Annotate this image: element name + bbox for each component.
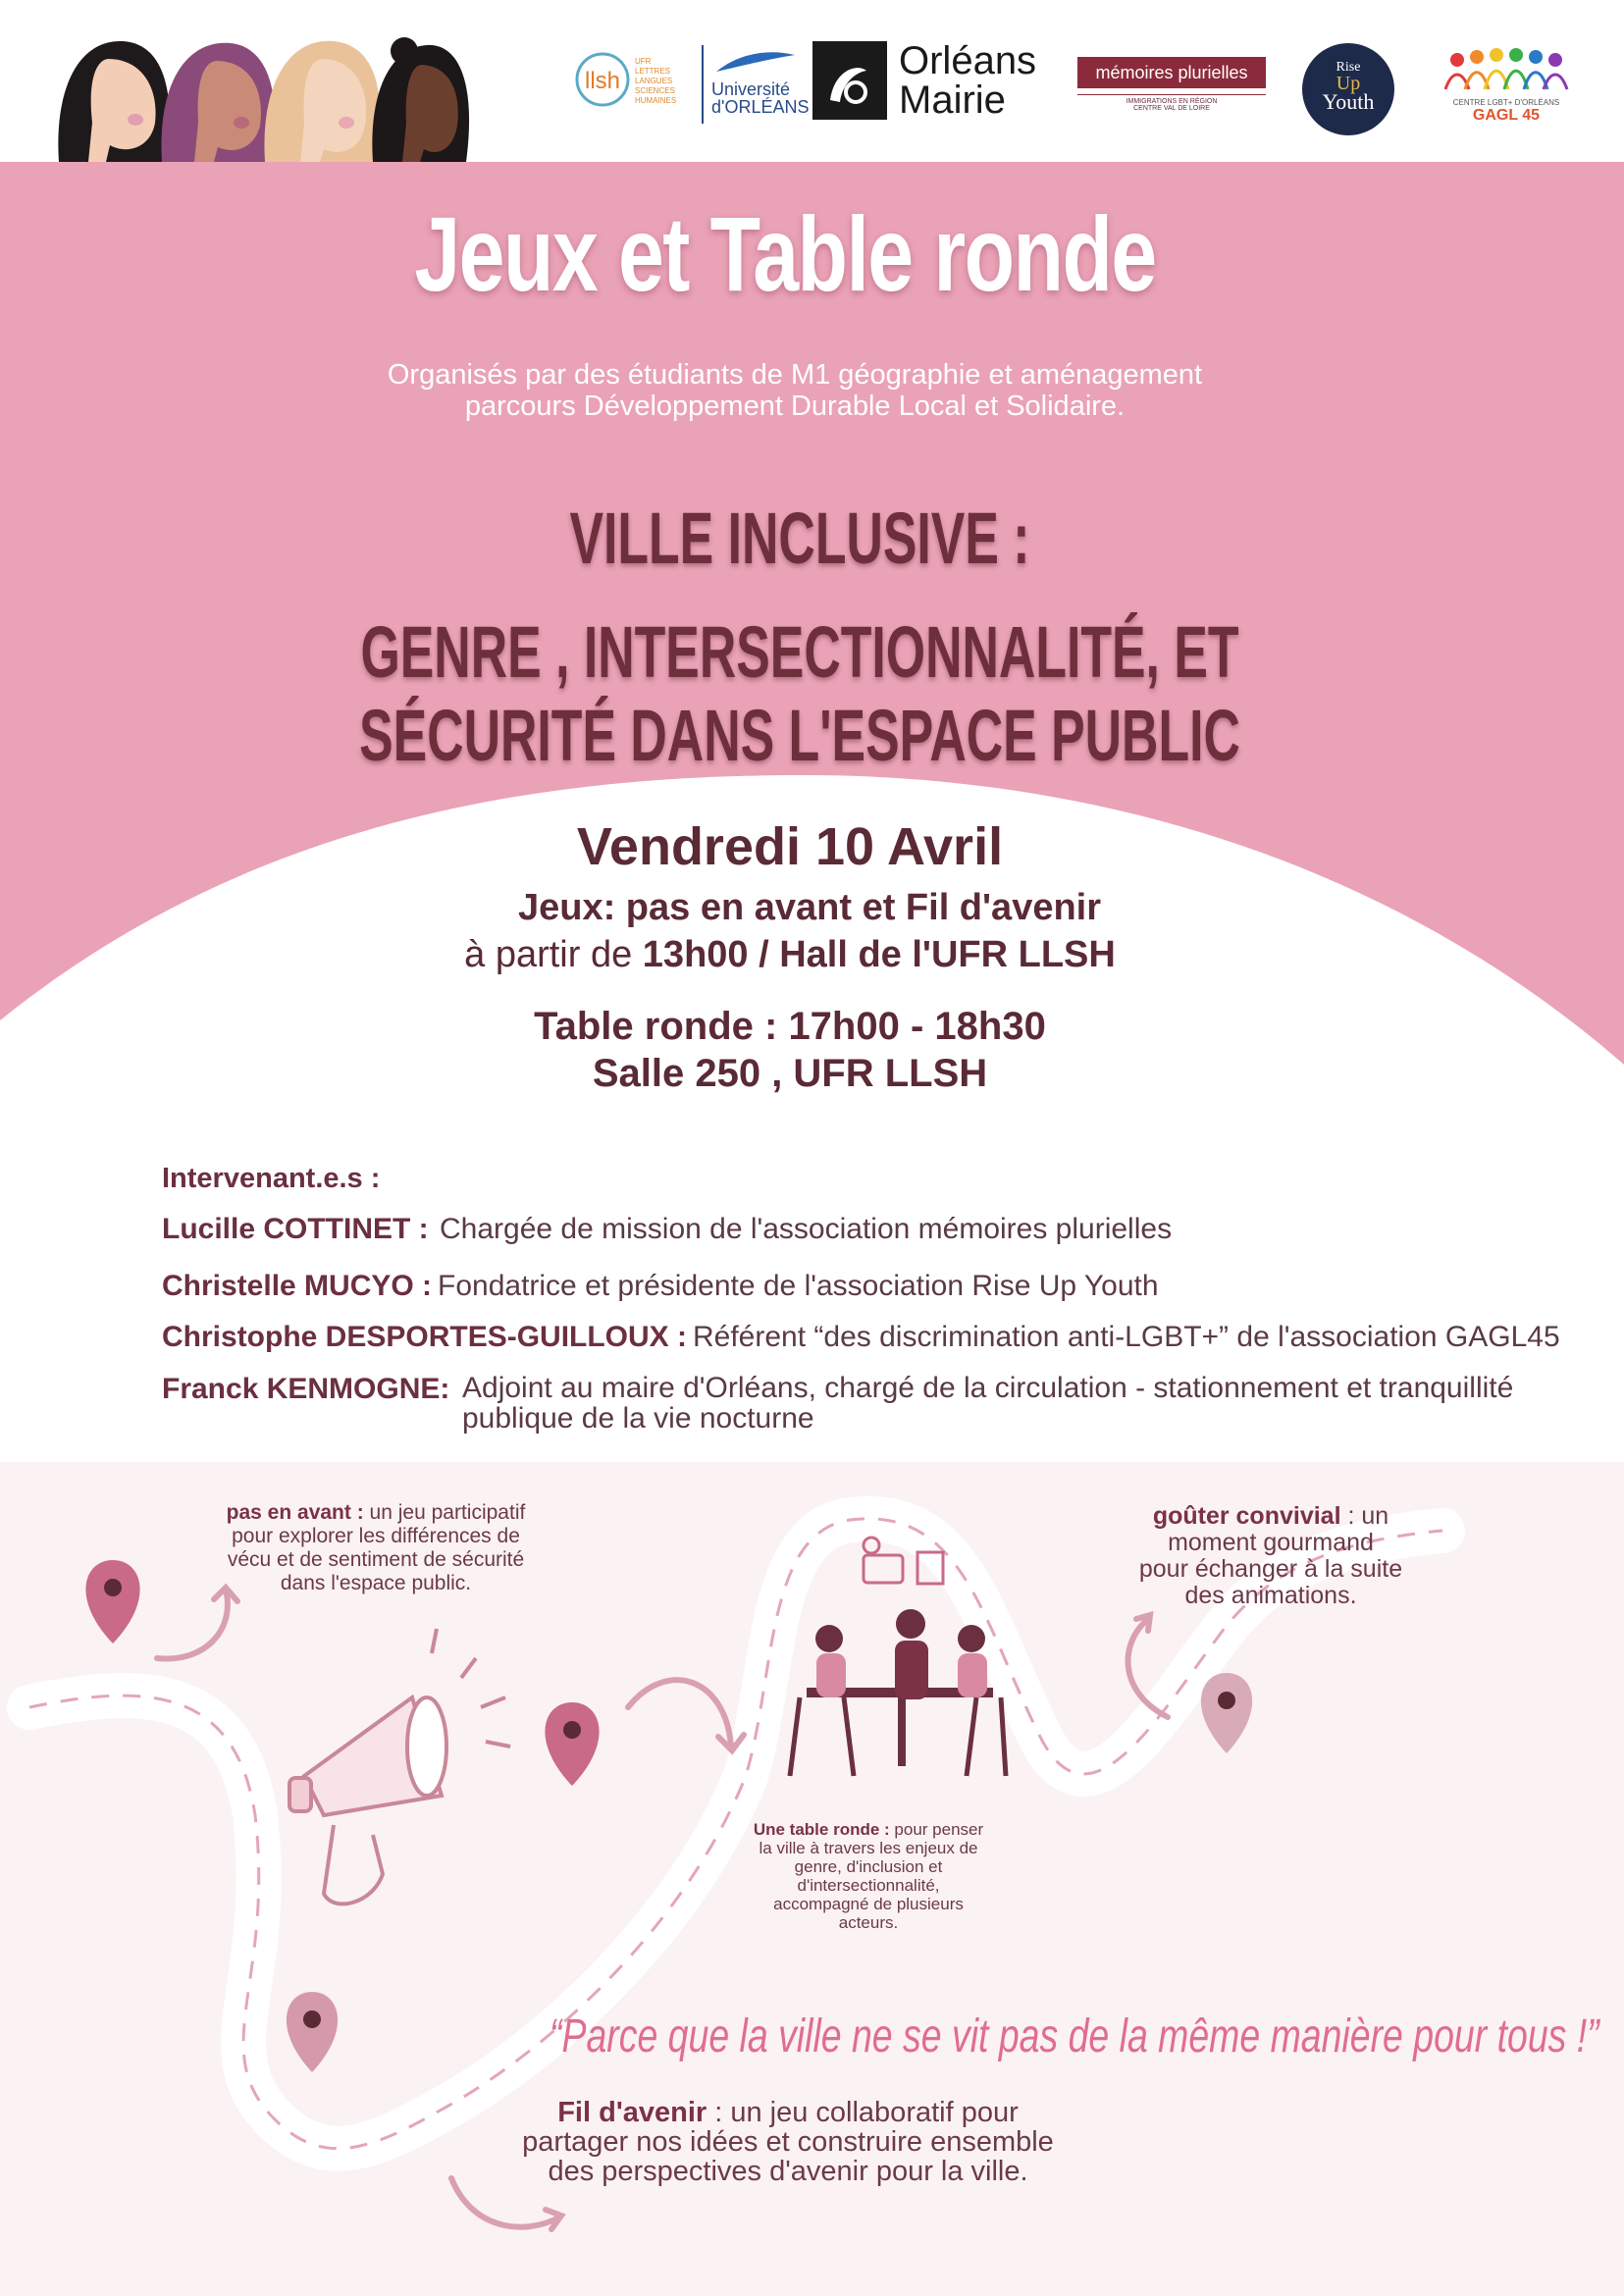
subtitle-line-1: Organisés par des étudiants de M1 géographie et aménagement: [387, 359, 1203, 391]
note-gouter: [1119, 1503, 1423, 1609]
map-pin-icon: [1201, 1673, 1252, 1753]
llsh-line: LANGUES: [635, 77, 673, 85]
note-text: dans l'espace public.: [280, 1572, 472, 1594]
note-text: d'intersectionnalité,: [797, 1876, 940, 1895]
page-title: Jeux et Table ronde: [414, 194, 1156, 313]
event-games: Jeux: pas en avant et Fil d'avenir: [517, 887, 1102, 928]
llsh-line: LETTRES: [635, 67, 671, 76]
llsh-line: UFR: [635, 57, 652, 66]
riseup-line: Up: [1336, 73, 1361, 94]
map-pin-icon: [85, 1560, 139, 1644]
note-fil-avenir: [479, 2098, 1097, 2186]
note-text: : un jeu collaboratif pour: [707, 2097, 1019, 2128]
llsh-line: HUMAINES: [635, 96, 677, 105]
map-pin-icon: [287, 1992, 338, 2072]
speaker-name: Lucille COTTINET :: [162, 1213, 429, 1245]
speaker-role: Fondatrice et présidente de l'association Rise Up Youth: [438, 1270, 1159, 1302]
event-room: Salle 250 , UFR LLSH: [592, 1052, 988, 1095]
theme-line-1: VILLE INCLUSIVE :: [569, 497, 1030, 579]
note-pas-en-avant: [194, 1501, 557, 1595]
note-text: pour penser: [889, 1820, 984, 1839]
note-text: pour échanger à la suite: [1138, 1555, 1403, 1583]
speaker-role: [462, 1373, 1513, 1434]
note-text: partager nos idées et construire ensemble: [522, 2126, 1054, 2158]
riseup-line: Rise: [1336, 60, 1361, 75]
llsh-line: SCIENCES: [635, 86, 675, 95]
memoires-sub: IMMIGRATIONS EN RÉGION: [1126, 98, 1218, 105]
speakers-card: [0, 1123, 1582, 1462]
note-text: genre, d'inclusion et: [794, 1857, 943, 1876]
note-text: un jeu participatif: [363, 1501, 526, 1524]
gagl-sub: CENTRE LGBT+ D'ORLÉANS: [1452, 98, 1560, 107]
event-start-prefix: à partir de: [464, 934, 643, 975]
memoires-name: mémoires plurielles: [1077, 57, 1266, 88]
note-text: accompagné de plusieurs: [773, 1895, 964, 1913]
speaker-name: Franck KENMOGNE:: [162, 1373, 450, 1405]
riseup-line: Youth: [1322, 89, 1375, 114]
theme-line-2: GENRE , INTERSECTIONNALITÉ, ET SÉCURITÉ DANS L'ESPACE PUBLIC: [359, 611, 1240, 776]
svg-text:llsh: llsh: [584, 68, 621, 94]
note-text: vécu et de sentiment de sécurité: [227, 1548, 525, 1571]
subtitle-line-2: parcours Développement Durable Local et Solidaire.: [464, 391, 1126, 422]
note-text: la ville à travers les enjeux de: [759, 1839, 978, 1857]
note-text: des animations.: [1184, 1582, 1357, 1609]
note-text: des perspectives d'avenir pour la ville.: [548, 2156, 1028, 2187]
orleans-line: Mairie: [899, 78, 1006, 122]
speakers-heading: Intervenant.e.s :: [162, 1163, 381, 1194]
note-text: pour explorer les différences de: [232, 1525, 520, 1547]
note-text: moment gourmand: [1168, 1529, 1374, 1556]
note-label: goûter convivial: [1152, 1502, 1341, 1530]
note-text: : un: [1340, 1502, 1389, 1530]
gagl-name: GAGL 45: [1472, 107, 1541, 124]
note-text: acteurs.: [838, 1913, 899, 1932]
quote-text: “Parce que la ville ne se vit pas de la même manière pour tous !”: [550, 2010, 1599, 2062]
round-label: Table ronde: [534, 1005, 754, 1048]
note-label: Fil d'avenir: [557, 2097, 707, 2128]
speaker-role-line: publique de la vie nocturne: [462, 1402, 814, 1435]
map-pin-icon: [545, 1702, 599, 1786]
note-label: pas en avant :: [226, 1501, 364, 1524]
universite-line: Université: [711, 79, 791, 99]
event-round: [0, 1005, 1580, 1049]
universite-line: d'ORLÉANS: [711, 97, 810, 117]
speaker-role: Chargée de mission de l'association mémoires plurielles: [440, 1213, 1173, 1245]
note-table-ronde: [726, 1820, 1011, 1932]
event-start: [0, 934, 1580, 976]
speaker-name: Christophe DESPORTES-GUILLOUX :: [162, 1321, 688, 1353]
round-time: : 17h00 - 18h30: [753, 1005, 1046, 1048]
orleans-line: Orléans: [899, 39, 1037, 82]
memoires-sub: CENTRE VAL DE LOIRE: [1133, 105, 1210, 112]
event-start-time: 13h00 / Hall de l'UFR LLSH: [642, 934, 1116, 975]
speaker-name: Christelle MUCYO :: [162, 1270, 433, 1302]
note-label: Une table ronde :: [753, 1820, 890, 1839]
speaker-role-line: Adjoint au maire d'Orléans, chargé de la circulation - stationnement et tranquillité: [462, 1372, 1514, 1404]
megaphone-icon: [289, 1629, 510, 1904]
speaker-role: Référent “des discrimination anti-LGBT+” de l'association GAGL45: [693, 1321, 1560, 1353]
event-date: Vendredi 10 Avril: [576, 817, 1004, 876]
